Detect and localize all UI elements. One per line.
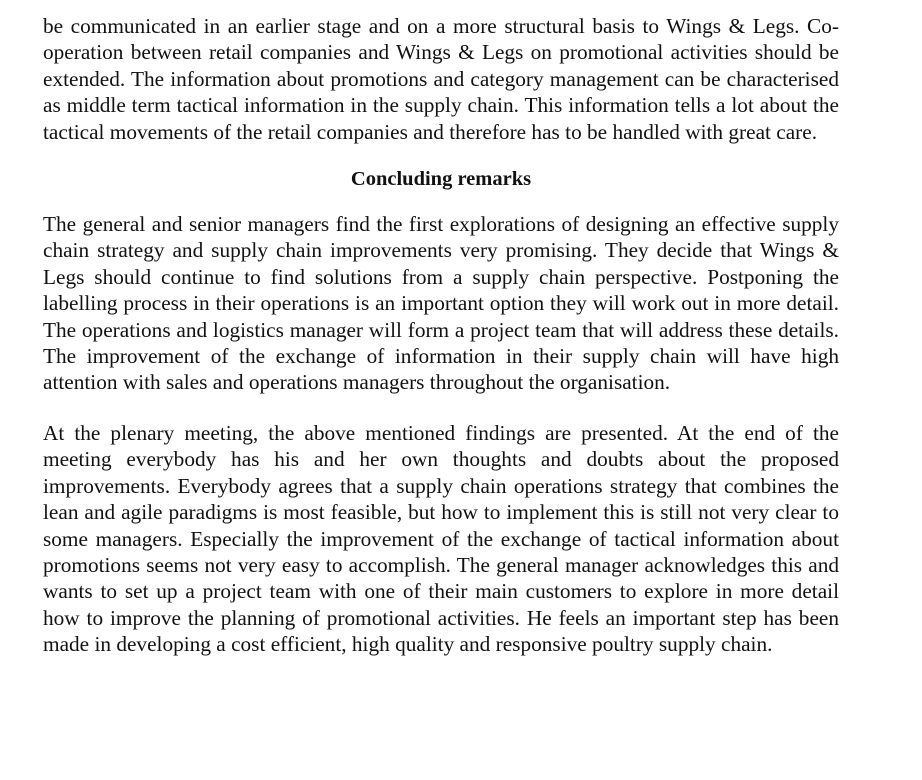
- paragraph-plenary-meeting: At the plenary meeting, the above mentioned findings are presented. At the end of the meeting everybody has his and her own thoughts and doubts about the proposed improvements. Everybody agrees that a supply chain operations strategy that combines the lean and agile paradigms is most feasible, but how to implement this is still not very clear to some managers. Especially the improvement of the exchange of tactical information about promotions seems not very easy to accomplish. The general manager acknowledges this and wants to set up a project team with one of their main customers to explore in more detail how to improve the planning of promotional activities. He feels an important step has been made in developing a cost efficient, high quality and responsive poultry supply chain.: [43, 420, 839, 657]
- paragraph-managers: The general and senior managers find the first explorations of designing an effective supply chain strategy and supply chain improvements very promising. They decide that Wings & Legs should continue to find solutions from a supply chain perspective. Postponing the labelling process in their operations is an important option they will work out in more detail. The operations and logistics manager will form a project team that will address these details. The improvement of the exchange of information in their supply chain will have high attention with sales and operations managers throughout the organisation.: [43, 212, 839, 395]
- paragraph-promotions: be communicated in an earlier stage and on a more structural basis to Wings & Legs. Co-operation between retail companies and Wings & Legs on promotional activities should be extended. The information about promotions and category management can be characterised as middle term tactical information in the supply chain. This information tells a lot about the tactical movements of the retail companies and therefore has to be handled with great care.: [43, 14, 839, 144]
- section-heading: Concluding remarks: [350, 168, 532, 191]
- document-page: [43, 13, 839, 658]
